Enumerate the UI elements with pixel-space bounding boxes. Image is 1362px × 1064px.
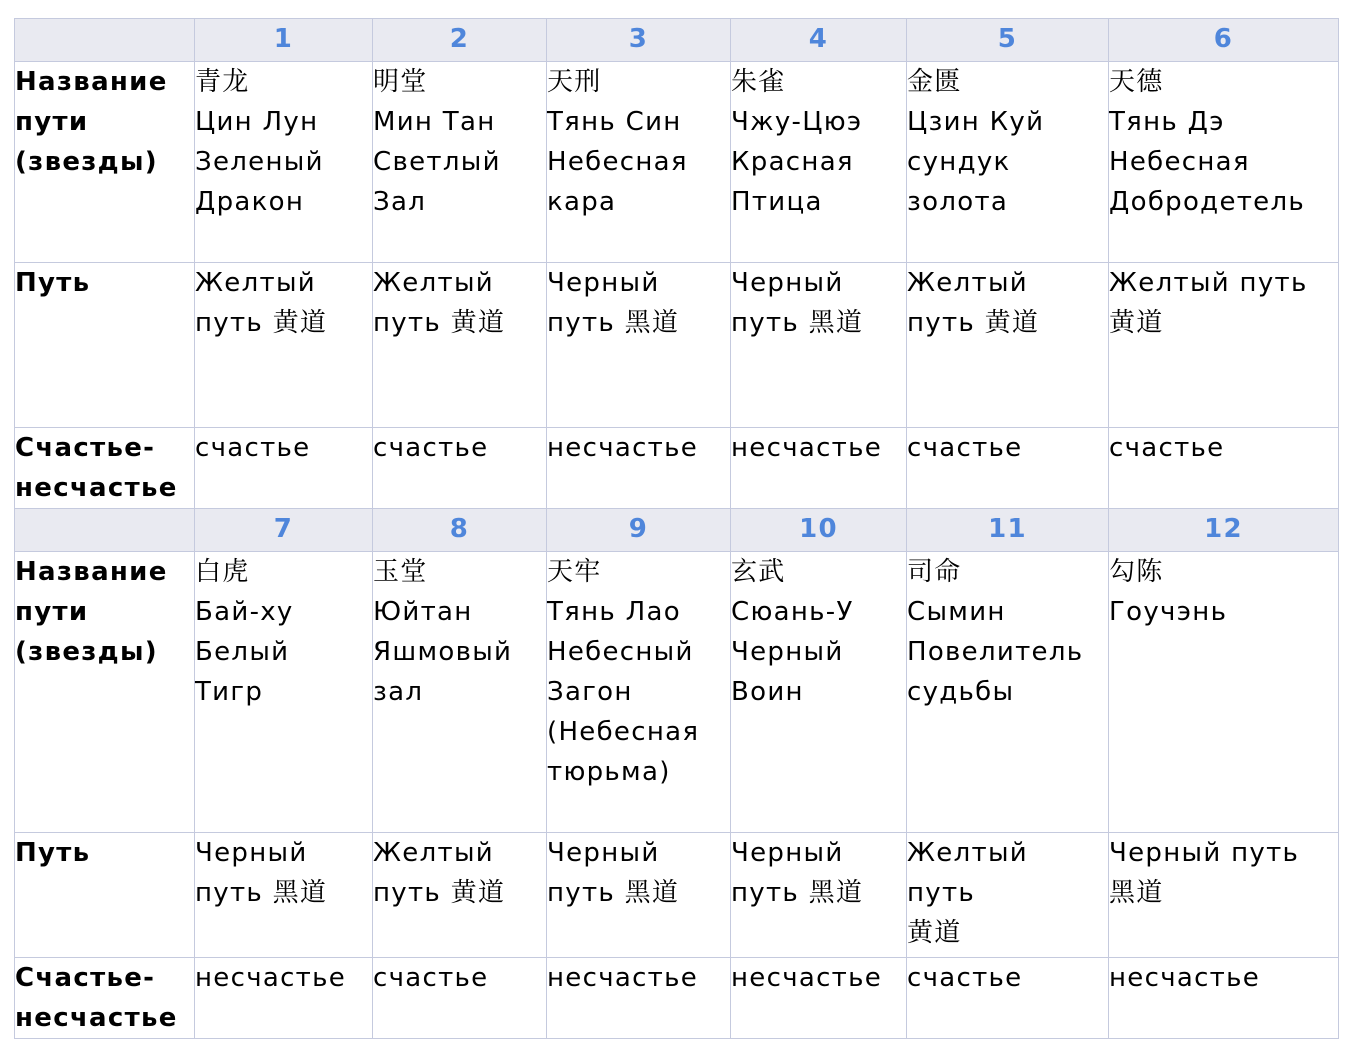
- path-cell: Желтый путь 黄道: [1109, 263, 1339, 428]
- path-cell: Черный путь 黑道: [1109, 833, 1339, 958]
- luck-cell: счастье: [373, 958, 547, 1039]
- column-number: 5: [907, 19, 1109, 62]
- row-label-luck: Счастье-несчастье: [15, 958, 195, 1039]
- luck-cell: счастье: [1109, 428, 1339, 509]
- header-row-2: [15, 509, 1339, 552]
- star-name-cell: 金匮 Цзин Куй сундук золота: [907, 62, 1109, 263]
- luck-row-2: [15, 958, 1339, 1039]
- column-number: 1: [195, 19, 373, 62]
- header-corner: [15, 509, 195, 552]
- column-number: 7: [195, 509, 373, 552]
- star-name-cell: 天德 Тянь Дэ Небесная Добродетель: [1109, 62, 1339, 263]
- path-cell: Желтый путь 黄道: [907, 263, 1109, 428]
- star-name-cell: 朱雀 Чжу-Цюэ Красная Птица: [731, 62, 907, 263]
- star-name-cell: 天刑 Тянь Син Небесная кара: [547, 62, 731, 263]
- luck-cell: несчастье: [547, 428, 731, 509]
- path-cell: Желтый путь 黄道: [373, 263, 547, 428]
- luck-cell: счастье: [195, 428, 373, 509]
- luck-row-1: [15, 428, 1339, 509]
- star-name-cell: 司命 Сымин Повелитель судьбы: [907, 552, 1109, 833]
- header-row-1: [15, 19, 1339, 62]
- path-cell: Желтый путь 黄道: [907, 833, 1109, 958]
- star-name-cell: 玄武 Сюань-У Черный Воин: [731, 552, 907, 833]
- column-number: 4: [731, 19, 907, 62]
- luck-cell: счастье: [907, 958, 1109, 1039]
- column-number: 12: [1109, 509, 1339, 552]
- star-paths-table: [14, 18, 1339, 1039]
- luck-cell: счастье: [907, 428, 1109, 509]
- luck-cell: счастье: [373, 428, 547, 509]
- star-name-cell: 天牢 Тянь Лао Небесный Загон (Небесная тюрьма): [547, 552, 731, 833]
- column-number: 10: [731, 509, 907, 552]
- row-label-luck: Счастье-несчастье: [15, 428, 195, 509]
- path-cell: Желтый путь 黄道: [373, 833, 547, 958]
- star-name-cell: 青龙 Цин Лун Зеленый Дракон: [195, 62, 373, 263]
- column-number: 6: [1109, 19, 1339, 62]
- path-cell: Черный путь 黑道: [547, 263, 731, 428]
- path-cell: Черный путь 黑道: [731, 833, 907, 958]
- star-name-cell: 玉堂 Юйтан Яшмовый зал: [373, 552, 547, 833]
- luck-cell: несчастье: [195, 958, 373, 1039]
- star-name-cell: 明堂 Мин Тан Светлый Зал: [373, 62, 547, 263]
- row-label-name: Название пути (звезды): [15, 62, 195, 263]
- luck-cell: несчастье: [731, 958, 907, 1039]
- path-row-1: [15, 263, 1339, 428]
- path-cell: Черный путь 黑道: [195, 833, 373, 958]
- name-row-1: [15, 62, 1339, 263]
- header-corner: [15, 19, 195, 62]
- name-row-2: [15, 552, 1339, 833]
- path-cell: Черный путь 黑道: [731, 263, 907, 428]
- path-row-2: [15, 833, 1339, 958]
- row-label-name: Название пути (звезды): [15, 552, 195, 833]
- column-number: 2: [373, 19, 547, 62]
- star-name-cell: 白虎 Бай-ху Белый Тигр: [195, 552, 373, 833]
- luck-cell: несчастье: [547, 958, 731, 1039]
- star-name-cell: 勾陈 Гоучэнь: [1109, 552, 1339, 833]
- path-cell: Черный путь 黑道: [547, 833, 731, 958]
- luck-cell: несчастье: [731, 428, 907, 509]
- path-cell: Желтый путь 黄道: [195, 263, 373, 428]
- column-number: 11: [907, 509, 1109, 552]
- column-number: 3: [547, 19, 731, 62]
- luck-cell: несчастье: [1109, 958, 1339, 1039]
- row-label-path: Путь: [15, 833, 195, 958]
- column-number: 8: [373, 509, 547, 552]
- column-number: 9: [547, 509, 731, 552]
- row-label-path: Путь: [15, 263, 195, 428]
